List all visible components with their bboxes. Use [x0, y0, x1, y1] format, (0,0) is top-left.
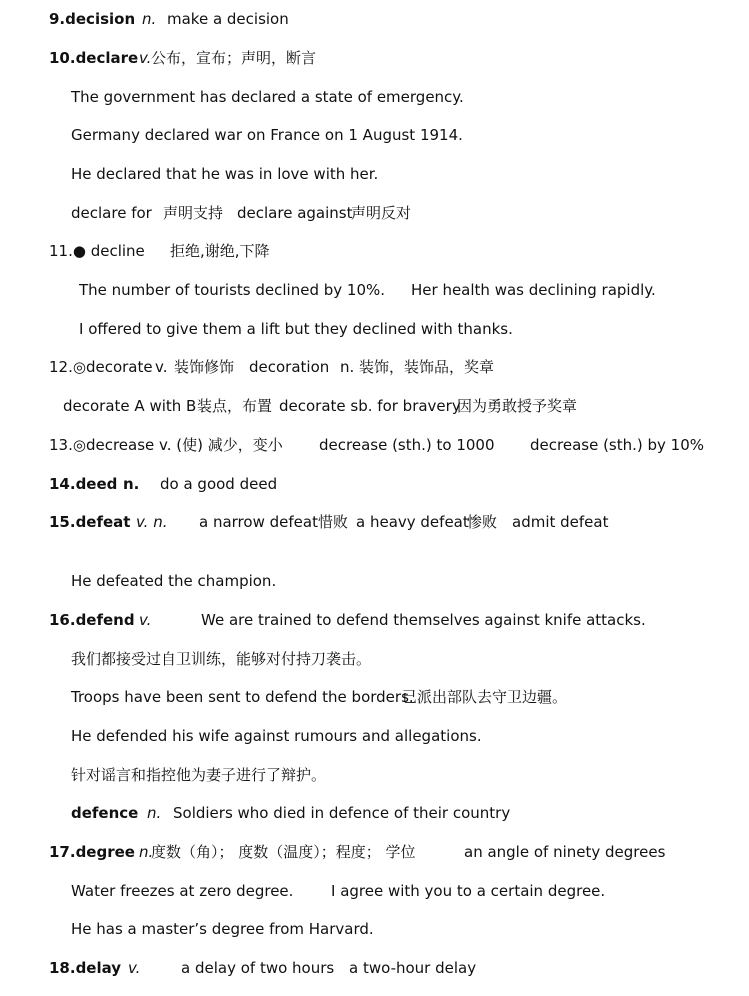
entry-headword: 15.defeat: [49, 513, 131, 531]
phrase: decrease (sth.) to 1000: [319, 436, 495, 454]
example-translation: 针对谣言和指控他为妻子进行了辩护。: [71, 766, 327, 784]
chinese-gloss: 装饰，装饰品，奖章: [359, 358, 495, 376]
example-sentence: He defeated the champion.: [71, 572, 277, 590]
example-sentence: Her health was declining rapidly.: [411, 281, 656, 299]
entry-headword: 13.◎decrease v. (使) 减少，变小: [49, 436, 283, 454]
phrase: an angle of ninety degrees: [464, 843, 666, 861]
entry-headword: 17.degree: [49, 843, 135, 861]
part-of-speech: v.: [139, 611, 152, 629]
example-sentence: He defended his wife against rumours and allegations.: [71, 727, 482, 745]
chinese-gloss: 声明反对: [351, 204, 412, 222]
part-of-speech: v.: [128, 959, 141, 977]
chinese-gloss: 装饰修饰: [174, 358, 235, 376]
entry-headword: 12.◎decorate: [49, 358, 153, 376]
phrase: make a decision: [167, 10, 289, 28]
example-sentence: The number of tourists declined by 10%.: [79, 281, 386, 299]
phrase: a delay of two hours: [181, 959, 335, 977]
example-sentence: Troops have been sent to defend the borders.: [71, 688, 414, 706]
part-of-speech: n.: [340, 358, 355, 376]
phrase: a narrow defeat: [199, 513, 318, 531]
part-of-speech: v.: [155, 358, 168, 376]
phrase: declare for: [71, 204, 152, 222]
example-sentence: I offered to give them a lift but they declined with thanks.: [79, 320, 513, 338]
chinese-gloss: 拒绝,谢绝,下降: [170, 242, 270, 260]
chinese-gloss: 装点，布置: [197, 397, 273, 415]
part-of-speech: n.: [142, 10, 157, 28]
chinese-gloss: 度数（角）； 度数（温度）；程度； 学位: [151, 843, 416, 861]
chinese-gloss: 声明支持: [163, 204, 224, 222]
phrase: declare against: [237, 204, 353, 222]
part-of-speech: n.: [139, 843, 154, 861]
example-translation: 已派出部队去守卫边疆。: [402, 688, 568, 706]
phrase: decorate A with B: [63, 397, 197, 415]
part-of-speech: n.: [123, 475, 140, 493]
entry-headword: 11.● decline: [49, 242, 145, 260]
derived-word: defence: [71, 804, 139, 822]
part-of-speech: n.: [147, 804, 162, 822]
example-sentence: Water freezes at zero degree.: [71, 882, 294, 900]
phrase: do a good deed: [160, 475, 278, 493]
part-of-speech: v.: [139, 49, 152, 67]
part-of-speech: v. n.: [136, 513, 168, 531]
entry-headword: 18.delay: [49, 959, 122, 977]
example-sentence: Germany declared war on France on 1 August 1914.: [71, 126, 463, 144]
chinese-gloss: 惜败: [318, 513, 349, 531]
chinese-gloss: 公布，宣布；声明，断言: [151, 49, 317, 67]
phrase: admit defeat: [512, 513, 609, 531]
derived-word: decoration: [249, 358, 330, 376]
example-sentence: He has a master’s degree from Harvard.: [71, 920, 374, 938]
example-sentence: Soldiers who died in defence of their country: [173, 804, 511, 822]
example-sentence: The government has declared a state of emergency.: [71, 88, 464, 106]
entry-headword: 9.decision: [49, 10, 136, 28]
phrase: decorate sb. for bravery: [279, 397, 461, 415]
chinese-gloss: 惨败: [467, 513, 498, 531]
phrase: a heavy defeat: [356, 513, 469, 531]
entry-headword: 10.declare: [49, 49, 139, 67]
phrase: a two-hour delay: [349, 959, 477, 977]
chinese-gloss: 因为勇敢授予奖章: [457, 397, 578, 415]
example-sentence: He declared that he was in love with her.: [71, 165, 379, 183]
entry-headword: 16.defend: [49, 611, 135, 629]
example-sentence: We are trained to defend themselves against knife attacks.: [201, 611, 646, 629]
example-translation: 我们都接受过自卫训练，能够对付持刀袭击。: [71, 650, 372, 668]
example-sentence: I agree with you to a certain degree.: [331, 882, 606, 900]
phrase: decrease (sth.) by 10%: [530, 436, 705, 454]
entry-headword: 14.deed: [49, 475, 118, 493]
